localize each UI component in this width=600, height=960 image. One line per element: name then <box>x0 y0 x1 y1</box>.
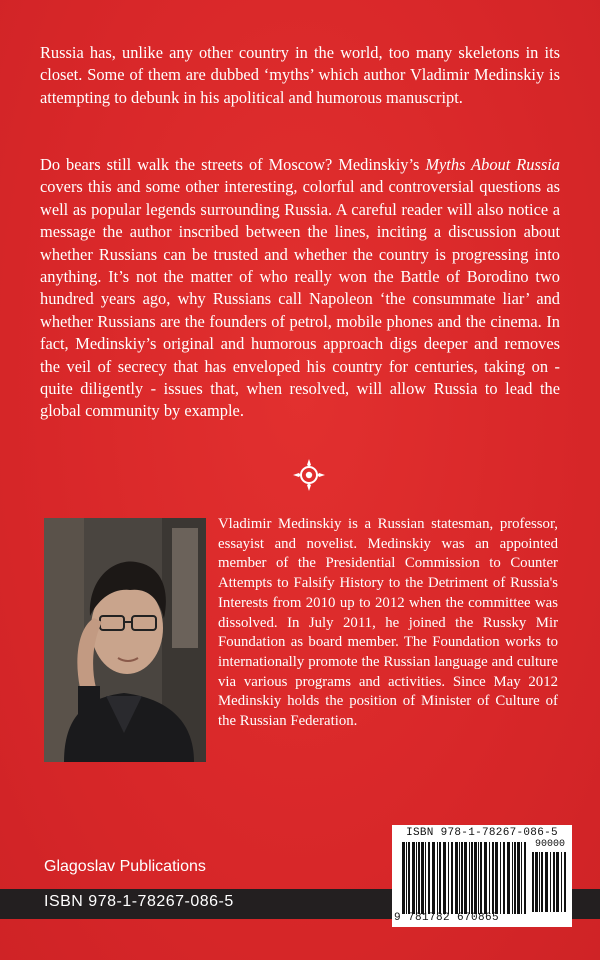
crosshair-ornament-icon <box>292 458 326 492</box>
paragraph-2-intro: Do bears still walk the streets of Moscow? Medinskiy’s <box>40 155 426 174</box>
description-paragraph-2 <box>40 154 560 423</box>
author-bio: Vladimir Medinskiy is a Russian statesman, professor, essayist and novelist. Medinskiy was an appointed member of the Presidential Commission to Counter Attempts to Falsify History to the Detriment of Russia's Interests from 2010 up to 2012 when the committee was dissolved. In July 2011, he joined the Russky Mir Foundation as board member. The Foundation works to internationally promote the Russian language and culture via various programs and activities. Since May 2012 Medinskiy holds the position of Minister of Culture of the Russian Federation. <box>218 516 558 730</box>
barcode-digits: 9 781782 670865 <box>394 912 500 924</box>
paragraph-2-body: covers this and some other interesting, colorful and controversial questions as well as popular legends surrounding Russia. A careful reader will also notice a message the author inscribed between the lines, inciting a discussion about whether Russians can be trusted and whether the country is progressing into anything. It’s not the matter of who really won the Battle of Borodino two hundred years ago, why Russians call Napoleon ‘the consummate liar’ and whether Russians are the founders of petrol, mobile phones and the cinema. In fact, Medinskiy’s original and humorous approach digs deeper and removes the veil of secrecy that has enveloped his country for centuries, taking on - quite diligently - issues that, when resolved, will allow Russia to lead the global community by example. <box>40 177 560 421</box>
author-portrait <box>44 518 206 762</box>
book-title: Myths About Russia <box>425 155 560 174</box>
barcode-price-code: 90000 <box>534 839 565 850</box>
barcode <box>392 825 572 927</box>
barcode-bars <box>402 842 528 914</box>
isbn-text: ISBN 978-1-78267-086-5 <box>44 893 234 910</box>
description-paragraph-1: Russia has, unlike any other country in the world, too many skeletons in its closet. Some of them are dubbed ‘myths’ which author Vladimir Medinskiy is attempting to debunk in his apolitical and humorous manuscript. <box>40 43 560 107</box>
barcode-isbn: ISBN 978-1-78267-086-5 <box>406 827 558 839</box>
publisher-name: Glagoslav Publications <box>44 858 206 875</box>
barcode-addon-bars <box>532 852 568 912</box>
